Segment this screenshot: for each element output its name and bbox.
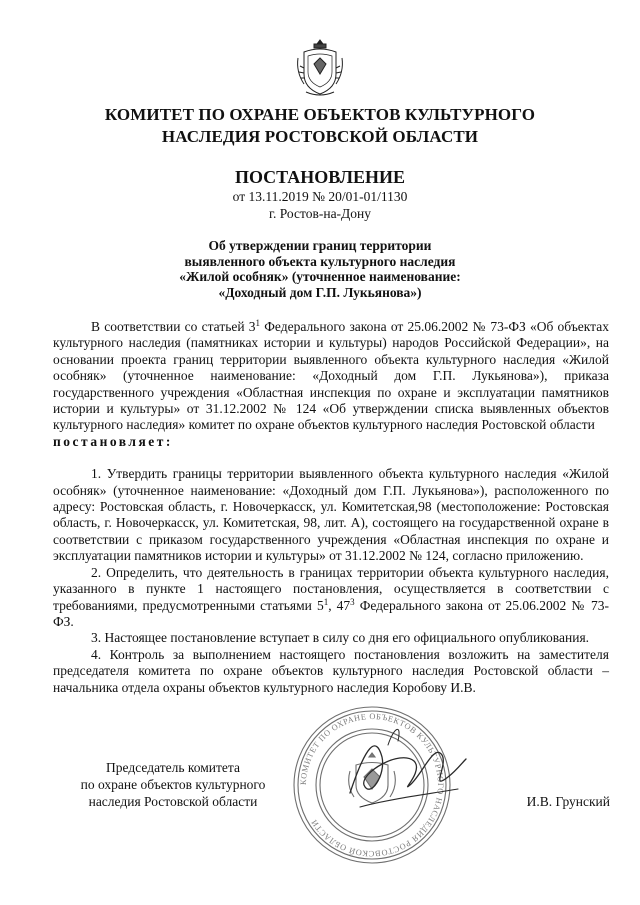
preamble-sup: 1: [255, 318, 261, 328]
document-date: от 13.11.2019 № 20/01-01/1130: [232, 189, 408, 204]
item-2-text-3: Федерального закона от 25.06.2002 № 73-ФЗ.: [53, 597, 609, 629]
signatory-name: И.В. Грунский: [526, 794, 610, 809]
item-2-text-1: 2. Определить, что деятельность в границах территории объекта культурного наследия, указанного в пункте 1 настоящего постановления, осуществляется в соответствии с требованиями, предусмотренными статьями 5: [53, 564, 609, 613]
subject-line-4: «Доходный дом Г.П. Лукьянова»): [218, 284, 422, 300]
signatory-title: [58, 759, 288, 810]
document-body: [53, 319, 609, 696]
document-city: г. Ростов-на-Дону: [268, 206, 371, 221]
item-2-text-2: , 47: [328, 597, 351, 613]
decree-word: постановляет:: [53, 433, 173, 449]
subject-line-2: выявленного объекта культурного наследия: [184, 253, 456, 269]
item-3: 3. Настоящее постановление вступает в силу со дня его официального опубликования.: [91, 630, 590, 646]
preamble-text-2: Федерального закона от 25.06.2002 № 73-ФЗ «Об объектах культурного наследия (памятниках истории и культуры) народов Российской Федерации», на основании проекта границ территории выявленного объекта культурного наследия «Жилой особняк» (уточненное наименование: «Доходный дом Г.П. Лукьянова»), приказа государственного учреждения «Областная инспекция по охране и эксплуатации памятников истории и культуры» от 31.12.2002 № 124 «Об утверждении списка выявленных объектов культурного наследия» комитет по охране объектов культурного наследия Ростовской области: [53, 319, 609, 433]
preamble-paragraph: [53, 319, 609, 434]
item-2: [53, 565, 609, 631]
organization-name: [60, 104, 580, 148]
document-type: ПОСТАНОВЛЕНИЕ: [234, 167, 406, 187]
preamble-text-1: В соответствии со статьей 3: [91, 319, 256, 334]
item-2-sup-1: 1: [323, 596, 329, 607]
handwritten-signature: [330, 715, 470, 835]
document-subject: [120, 238, 520, 300]
signatory-title-line-2: по охране объектов культурного: [80, 777, 266, 792]
item-2-sup-2: 3: [350, 596, 355, 607]
item-1: 1. Утвердить границы территории выявленного объекта культурного наследия «Жилой особняк» (уточненное наименование: «Доходный дом Г.П. Лукьянова»), расположенного по адресу: Ростовская область, г. Новочеркасск, ул. Комитетская,98 (местоположение: Ростовская область, г. Новочеркасск, ул. Комитетская, 98, лит. А), состоящего на государственной охране в соответствии с приказом государственного учреждения «Областная инспекция по охране и эксплуатации памятников истории и культуры» от 31.12.2002 № 124, согласно приложению.: [53, 466, 609, 564]
subject-line-1: Об утверждении границ территории: [208, 238, 432, 253]
rostov-coat-of-arms-icon: [294, 36, 346, 98]
subject-line-3: «Жилой особняк» (уточненное наименование:: [179, 269, 461, 284]
decree-word-paragraph: [53, 434, 609, 450]
org-line-1: КОМИТЕТ ПО ОХРАНЕ ОБЪЕКТОВ КУЛЬТУРНОГО: [104, 105, 536, 124]
org-line-2: НАСЛЕДИЯ РОСТОВСКОЙ ОБЛАСТИ: [161, 127, 479, 146]
seal-text: КОМИТЕТ ПО ОХРАНЕ ОБЪЕКТОВ КУЛЬТУРНОГО НАСЛЕДИЯ РОСТОВСКОЙ ОБЛАСТИ: [298, 711, 446, 859]
signatory-title-line-3: наследия Ростовской области: [88, 794, 258, 809]
item-4: 4. Контроль за выполнением настоящего постановления возложить на заместителя председателя комитета по охране объектов культурного наследия Ростовской области – начальника отдела охраны объектов культурного наследия Коробову И.В.: [53, 646, 609, 695]
signatory-title-line-1: Председатель комитета: [106, 760, 240, 775]
